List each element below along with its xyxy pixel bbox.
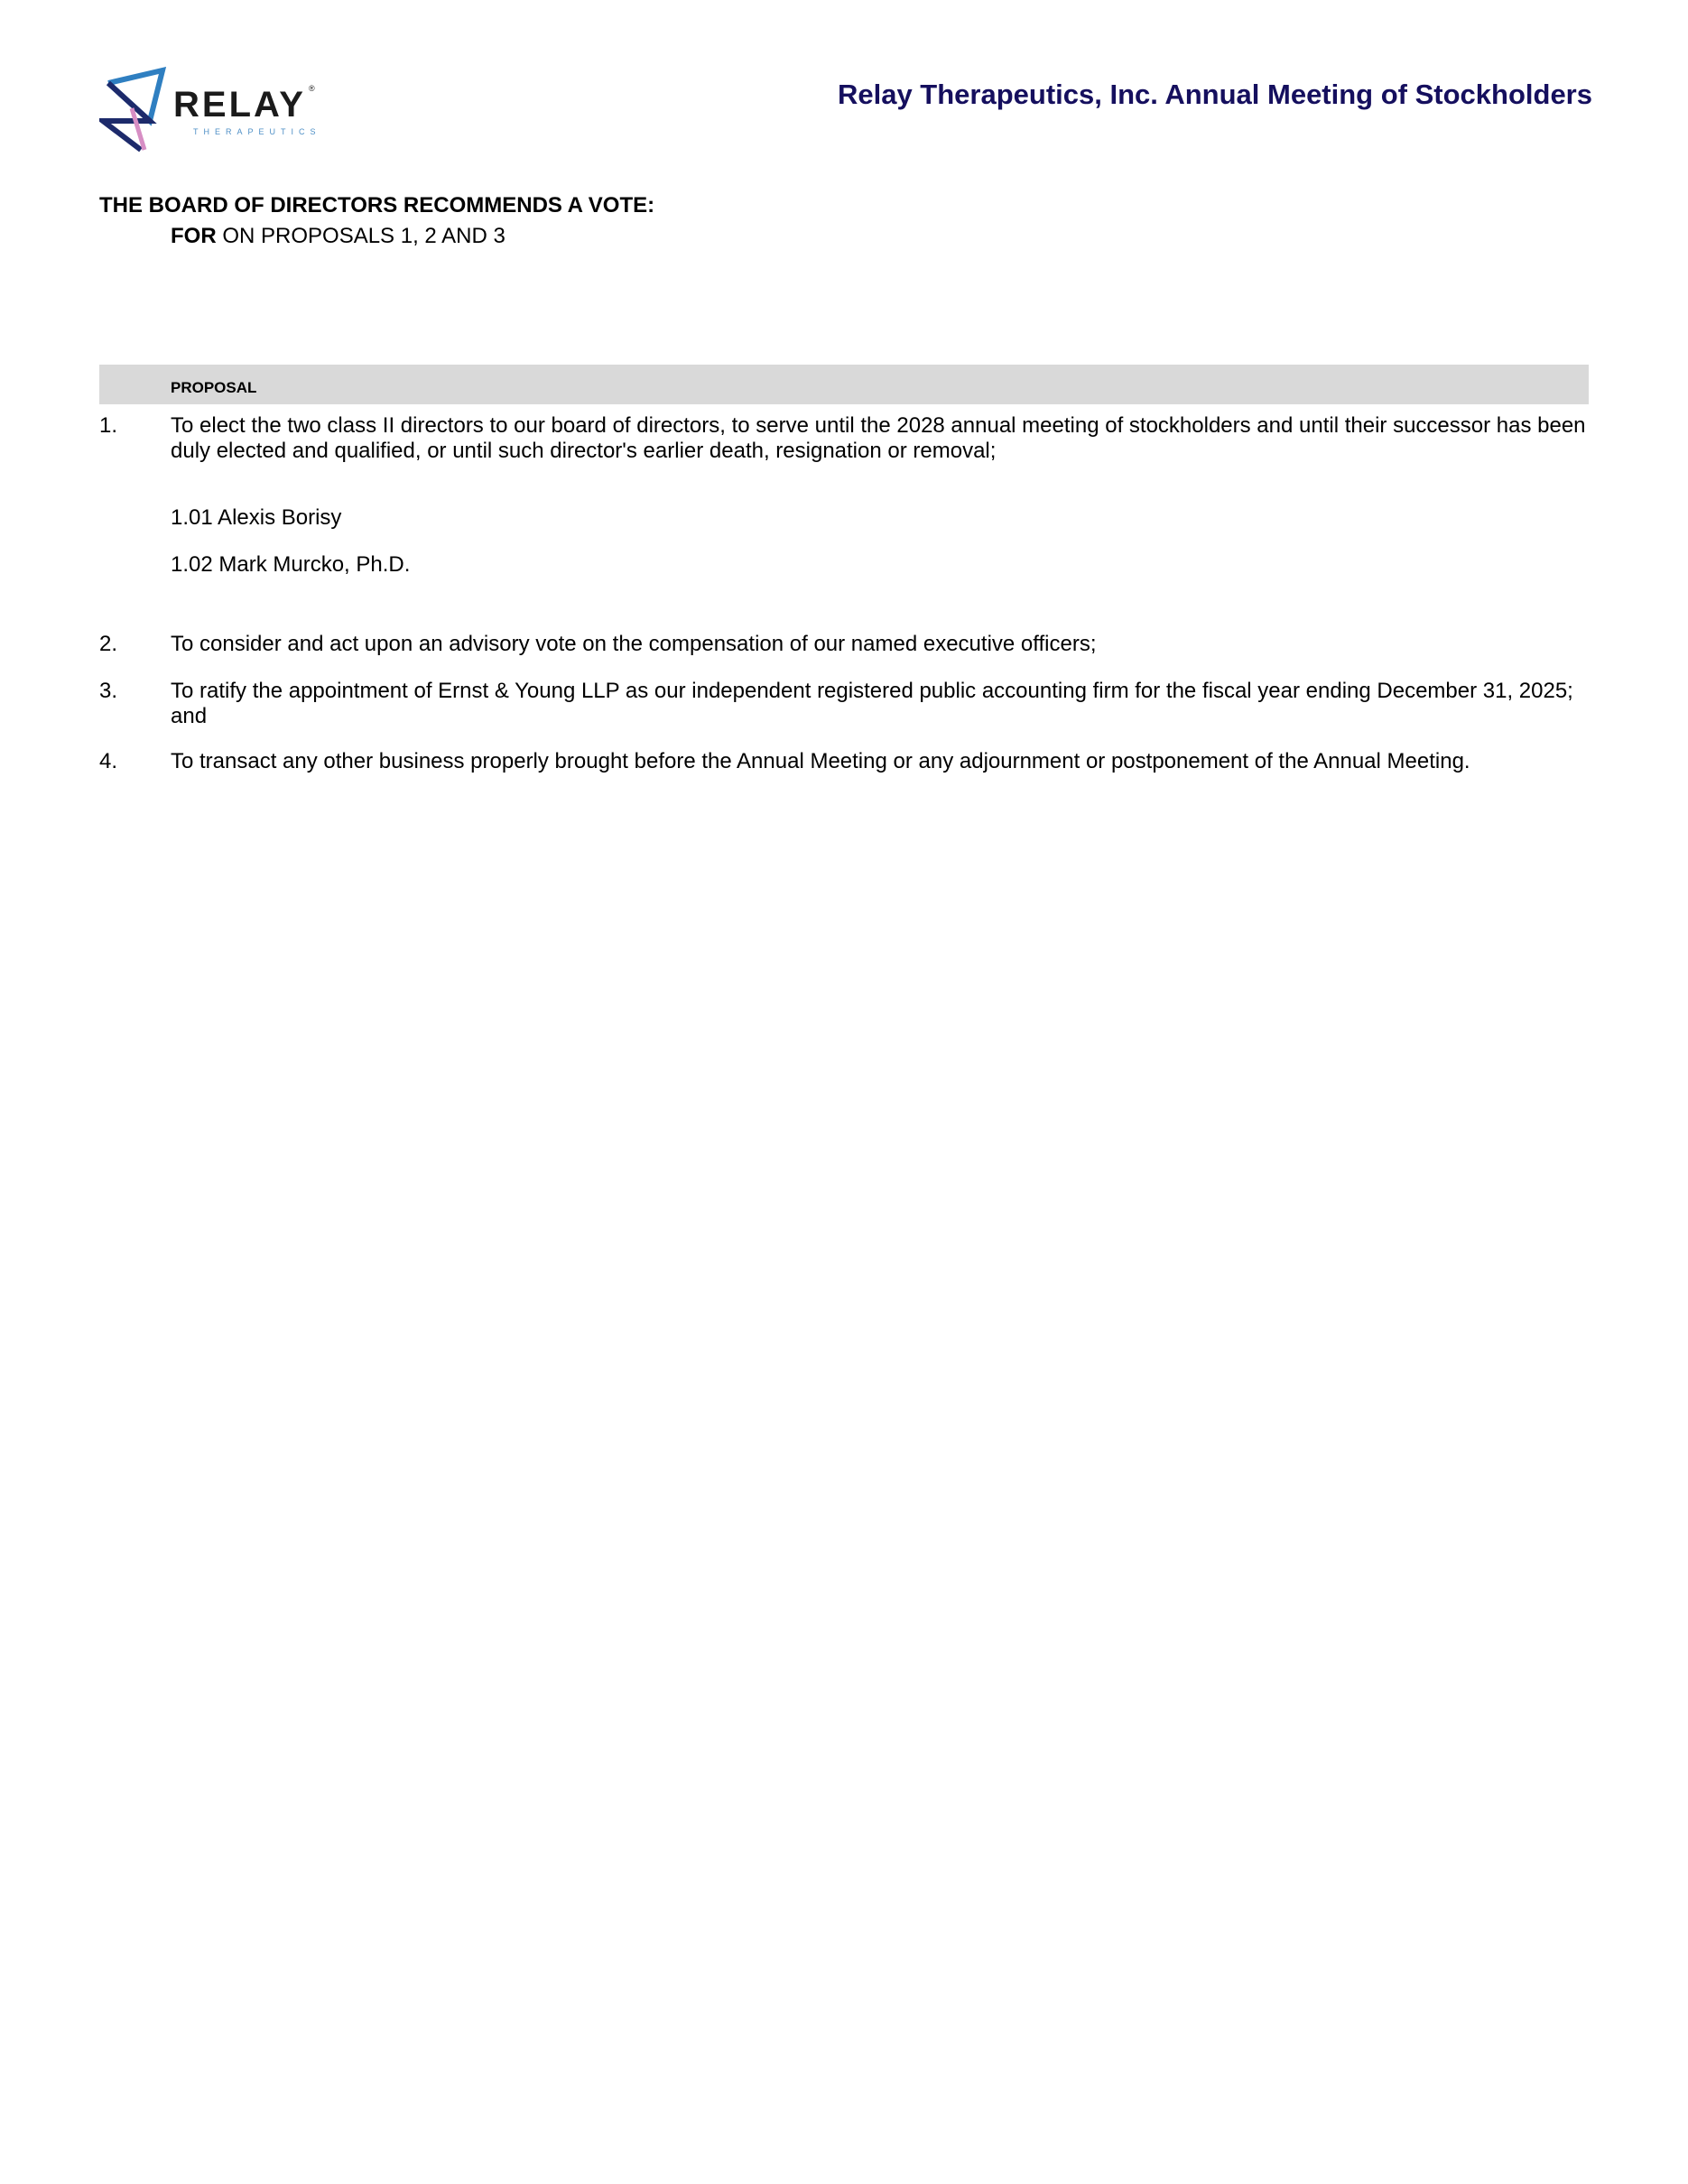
recommendation-scope: ON PROPOSALS 1, 2 AND 3: [216, 224, 505, 248]
meeting-title: Relay Therapeutics, Inc. Annual Meeting of Stockholders: [837, 79, 1592, 110]
proposal-number: 2.: [99, 632, 118, 656]
proposal-item-4: [99, 749, 1589, 774]
relay-logo-icon: [99, 67, 172, 157]
nominee-1: 1.01 Alexis Borisy: [171, 505, 342, 530]
proposal-item-2: [99, 632, 1589, 657]
proposal-text: To transact any other business properly brought before the Annual Meeting or any adjournment or postponement of the Annual Meeting.: [171, 749, 1470, 773]
proposal-text: To ratify the appointment of Ernst & Young LLP as our independent registered public accounting firm for the fiscal year ending December 31, 2025; and: [171, 679, 1573, 728]
proposal-number: 4.: [99, 749, 118, 773]
recommendation-heading: THE BOARD OF DIRECTORS RECOMMENDS A VOTE:: [99, 193, 655, 217]
recommendation-vote: FOR: [171, 224, 217, 248]
proposal-number: 1.: [99, 413, 118, 438]
registered-mark: ®: [309, 84, 315, 93]
proposal-item-3: [99, 679, 1589, 729]
proposal-item-1: [99, 413, 1589, 464]
proposal-header-bar: [99, 365, 1589, 404]
proposal-number: 3.: [99, 679, 118, 703]
recommendation-line: [171, 224, 505, 250]
logo-wordmark: RELAY: [173, 85, 306, 125]
nominee-2: 1.02 Mark Murcko, Ph.D.: [171, 552, 411, 577]
proposal-text: To consider and act upon an advisory vote on the compensation of our named executive officers;: [171, 632, 1097, 656]
company-logo: [99, 67, 334, 157]
proposal-header-label: PROPOSAL: [171, 379, 257, 396]
logo-subtitle: THERAPEUTICS: [193, 127, 321, 136]
proposal-text: To elect the two class II directors to our board of directors, to serve until the 2028 annual meeting of stockholders and until their successor has been duly elected and qualified, or until such director's earlier death, resignation or removal;: [171, 413, 1586, 463]
